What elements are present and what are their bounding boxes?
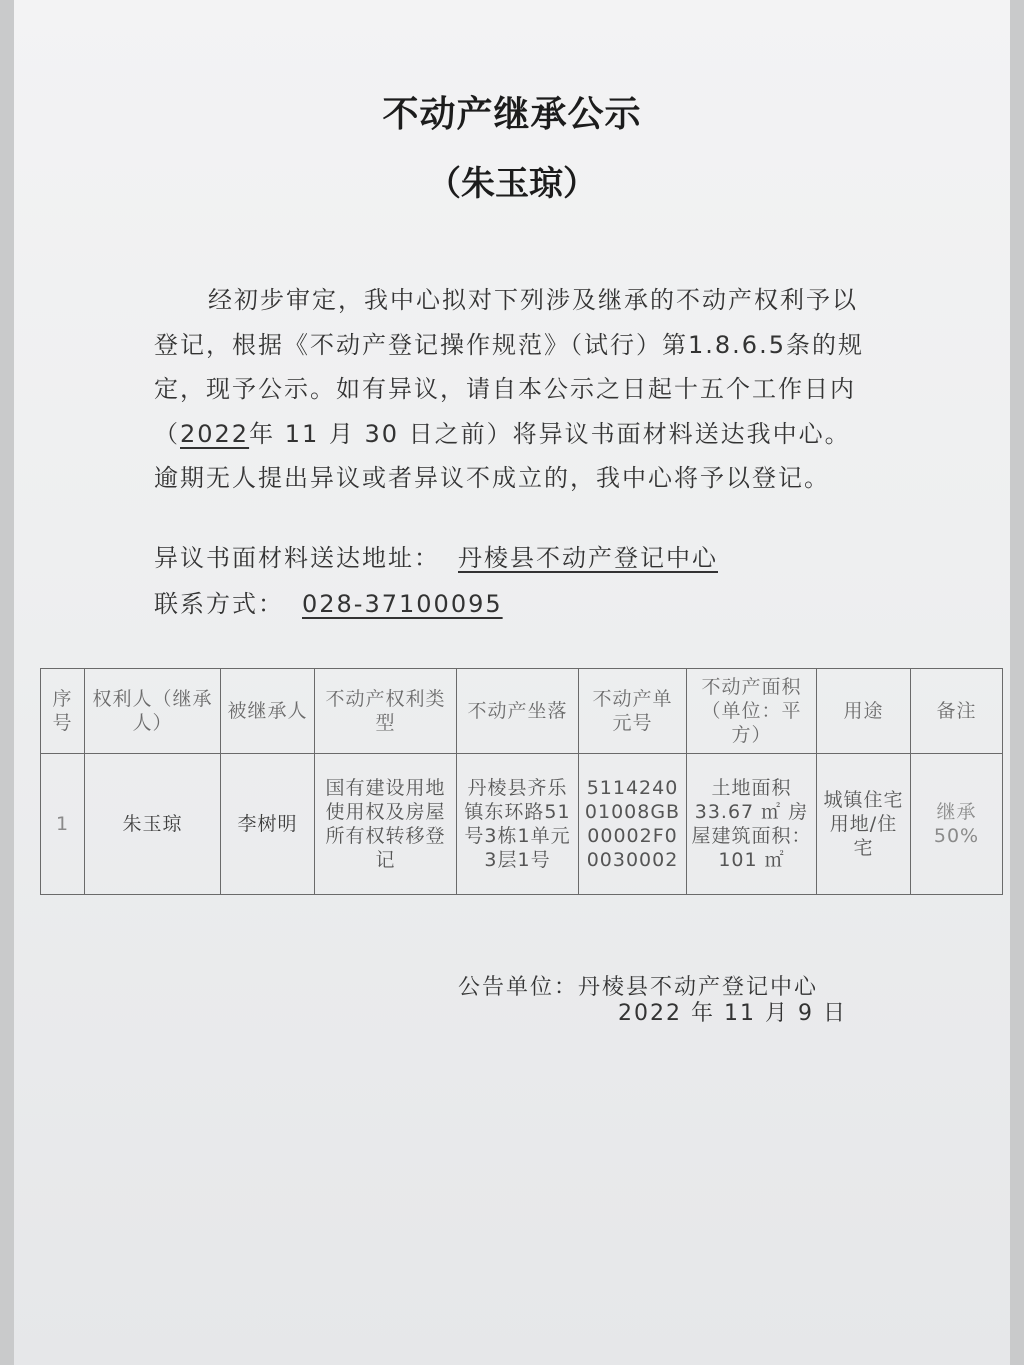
issue-date: 2022 年 11 月 9 日 (618, 1001, 847, 1026)
address-value: 丹棱县不动产登记中心 (458, 544, 718, 572)
cell-unit-number: 511424001008GB00002F00030002 (579, 754, 687, 895)
page-title: 不动产继承公示 (382, 93, 642, 135)
address-label: 异议书面材料送达地址： (154, 544, 440, 572)
header-index: 序号 (41, 669, 85, 754)
cell-decedent: 李树明 (221, 754, 315, 895)
contact-value: 028-37100095 (302, 590, 503, 618)
header-heir: 权利人（继承人） (85, 669, 221, 754)
header-usage: 用途 (817, 669, 911, 754)
header-area: 不动产面积（单位：平方） (687, 669, 817, 754)
header-remarks: 备注 (911, 669, 1003, 754)
notice-text-part2: 年 11 月 30 日之前）将异议书面材料送达我中心。逾期无人提出异议或者异议不成立的，我中心将予以登记。 (154, 419, 851, 492)
notice-paragraph (154, 278, 874, 501)
page-subtitle: （朱玉琼） (427, 164, 597, 204)
header-unit-number: 不动产单元号 (579, 669, 687, 754)
cell-remarks: 继承50% (911, 754, 1003, 895)
notice-text-part1: 经初步审定，我中心拟对下列涉及继承的不动产权利予以登记，根据《不动产登记操作规范》（试行）第1.8.6.5条的规定，现予公示。如有异议，请自本公示之日起十五个工作日内（ (154, 286, 864, 448)
cell-index: 1 (41, 754, 85, 895)
cell-area: 土地面积33.67 ㎡ 房屋建筑面积：101 ㎡ (687, 754, 817, 895)
cell-heir: 朱玉琼 (85, 754, 221, 895)
contact-label: 联系方式： (154, 590, 284, 618)
contact-line (154, 584, 503, 619)
cell-right-type: 国有建设用地使用权及房屋所有权转移登记 (315, 754, 457, 895)
table-row (41, 754, 1003, 895)
property-table (40, 668, 1003, 895)
issuer: 公告单位：丹棱县不动产登记中心 (458, 975, 819, 1000)
table-header-row (41, 669, 1003, 754)
header-decedent: 被继承人 (221, 669, 315, 754)
header-right-type: 不动产权利类型 (315, 669, 457, 754)
address-line (154, 538, 718, 573)
cell-usage: 城镇住宅用地/住宅 (817, 754, 911, 895)
header-location: 不动产坐落 (457, 669, 579, 754)
deadline-year: 2022 (180, 419, 250, 448)
cell-location: 丹棱县齐乐镇东环路51号3栋1单元3层1号 (457, 754, 579, 895)
